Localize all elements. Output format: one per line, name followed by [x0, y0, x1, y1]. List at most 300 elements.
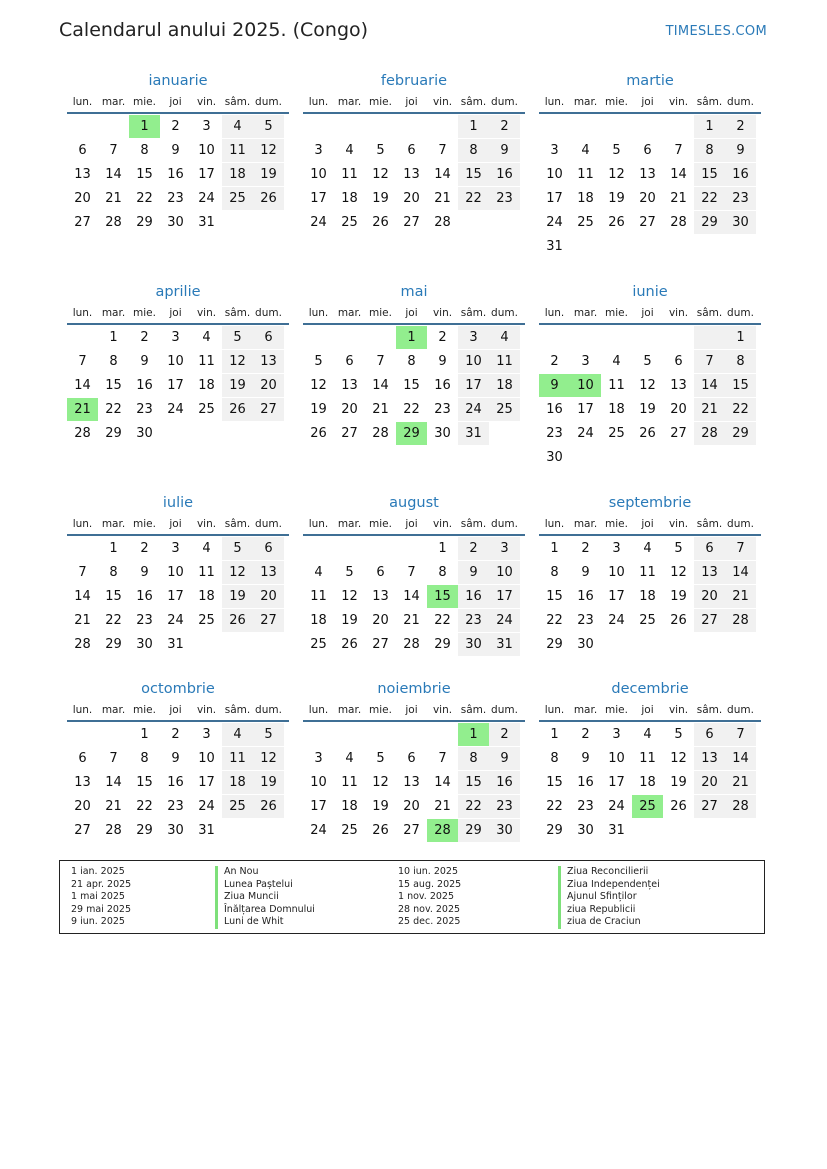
day-cell: 18 — [341, 799, 358, 814]
weekday-header — [67, 700, 289, 720]
empty-cell — [396, 115, 427, 138]
week-row — [539, 633, 761, 657]
day-cell: 21 — [725, 585, 756, 608]
empty-cell — [253, 422, 284, 445]
month-divider — [303, 534, 525, 536]
week-row — [303, 374, 525, 398]
month-1 — [303, 70, 525, 235]
day-cell: 15 — [105, 589, 122, 604]
weekday-label: mar. — [337, 704, 362, 716]
legend-holiday-name: Ajunul Sfinților — [558, 891, 660, 904]
day-cell: 22 — [136, 191, 153, 206]
day-cell: 8 — [140, 751, 149, 766]
day-cell: 4 — [202, 330, 211, 345]
day-cell: 12 — [222, 350, 253, 373]
day-cell: 29 — [546, 637, 563, 652]
week-row — [539, 795, 761, 819]
weekday-label: mie. — [605, 518, 628, 530]
day-cell: 20 — [694, 771, 725, 794]
weekday-label: joi — [405, 96, 418, 108]
day-cell: 5 — [314, 354, 323, 369]
weekday-label: sâm. — [460, 704, 487, 716]
month-6 — [67, 492, 289, 657]
day-cell: 2 — [140, 330, 149, 345]
day-cell: 18 — [198, 589, 215, 604]
empty-cell — [98, 723, 129, 746]
weekday-label: sâm. — [460, 518, 487, 530]
weekday-label: mie. — [133, 704, 156, 716]
day-cell: 14 — [372, 378, 389, 393]
week-row — [67, 163, 289, 187]
day-cell: 2 — [438, 330, 447, 345]
day-cell: 30 — [167, 823, 184, 838]
day-cell: 26 — [670, 799, 687, 814]
day-cell: 4 — [222, 115, 253, 138]
weekday-label: joi — [405, 518, 418, 530]
empty-cell — [334, 326, 365, 349]
day-cell: 26 — [670, 613, 687, 628]
day-cell: 25 — [222, 795, 253, 818]
empty-cell — [663, 633, 694, 656]
weekday-label: sâm. — [224, 518, 251, 530]
week-row — [67, 723, 289, 747]
day-cell: 6 — [407, 751, 416, 766]
weekday-label: vin. — [196, 704, 217, 716]
day-cell: 14 — [434, 775, 451, 790]
month-2 — [539, 70, 761, 259]
day-cell: 15 — [694, 163, 725, 186]
day-cell: 14 — [670, 167, 687, 182]
weekday-label: lun. — [72, 96, 93, 108]
day-cell: 13 — [341, 378, 358, 393]
day-cell: 8 — [550, 751, 559, 766]
empty-cell — [663, 326, 694, 349]
legend-holiday-name: Ziua Muncii — [215, 891, 315, 904]
day-cell: 5 — [253, 723, 284, 746]
day-cell: 24 — [608, 799, 625, 814]
day-cell: 25 — [341, 823, 358, 838]
day-cell: 30 — [136, 426, 153, 441]
empty-cell — [365, 326, 396, 349]
month-name: decembrie — [611, 681, 689, 697]
day-cell: 23 — [136, 402, 153, 417]
day-cell: 15 — [458, 163, 489, 186]
weekday-label: dum. — [727, 518, 754, 530]
week-row — [67, 819, 289, 843]
day-cell: 25 — [639, 613, 656, 628]
day-cell: 18 — [310, 613, 327, 628]
week-row — [539, 819, 761, 843]
day-cell: 19 — [310, 402, 327, 417]
day-cell: 20 — [403, 191, 420, 206]
day-cell: 14 — [74, 589, 91, 604]
day-cell: 31 — [167, 637, 184, 652]
weekday-label: sâm. — [460, 307, 487, 319]
day-cell: 8 — [458, 139, 489, 162]
day-cell: 7 — [694, 350, 725, 373]
week-row — [303, 585, 525, 609]
day-cell: 8 — [109, 565, 118, 580]
weekday-label: dum. — [491, 307, 518, 319]
empty-cell — [694, 446, 725, 469]
day-cell: 11 — [222, 747, 253, 770]
day-cell: 30 — [577, 823, 594, 838]
day-cell: 9 — [140, 565, 149, 580]
week-row — [303, 163, 525, 187]
empty-cell — [539, 326, 570, 349]
day-cell: 15 — [725, 374, 756, 397]
week-row — [67, 585, 289, 609]
weekday-header — [539, 514, 761, 534]
day-cell: 10 — [546, 167, 563, 182]
month-8 — [539, 492, 761, 657]
day-cell: 8 — [550, 565, 559, 580]
week-row — [539, 422, 761, 446]
brand-link[interactable]: TIMESLES.COM — [665, 24, 767, 39]
weekday-label: joi — [641, 307, 654, 319]
day-cell: 24 — [489, 609, 520, 632]
legend-holiday-name: Ziua Independenței — [558, 879, 660, 892]
day-cell: 7 — [438, 751, 447, 766]
holiday-day-cell: 9 — [539, 374, 570, 397]
empty-cell — [334, 537, 365, 560]
month-divider — [303, 720, 525, 722]
day-cell: 26 — [372, 215, 389, 230]
day-cell: 27 — [639, 215, 656, 230]
day-cell: 30 — [725, 211, 756, 234]
day-cell: 30 — [167, 215, 184, 230]
day-cell: 1 — [694, 115, 725, 138]
month-divider — [539, 112, 761, 114]
day-cell: 10 — [310, 167, 327, 182]
week-row — [67, 350, 289, 374]
day-cell: 29 — [434, 637, 451, 652]
day-cell: 18 — [222, 771, 253, 794]
day-cell: 8 — [140, 143, 149, 158]
day-cell: 11 — [577, 167, 594, 182]
day-cell: 15 — [458, 771, 489, 794]
empty-cell — [539, 115, 570, 138]
day-cell: 16 — [167, 775, 184, 790]
day-cell: 26 — [222, 398, 253, 421]
day-cell: 21 — [694, 398, 725, 421]
day-cell: 2 — [171, 119, 180, 134]
weekday-label: mar. — [573, 307, 598, 319]
empty-cell — [365, 115, 396, 138]
week-row — [67, 115, 289, 139]
day-cell: 1 — [550, 727, 559, 742]
day-cell: 28 — [372, 426, 389, 441]
holiday-day-cell: 28 — [427, 819, 458, 842]
day-cell: 6 — [407, 143, 416, 158]
empty-cell — [725, 819, 756, 842]
empty-cell — [632, 326, 663, 349]
day-cell: 2 — [489, 115, 520, 138]
day-cell: 11 — [310, 589, 327, 604]
day-cell: 10 — [489, 561, 520, 584]
weekday-label: mar. — [101, 518, 126, 530]
empty-cell — [191, 633, 222, 656]
day-cell: 19 — [341, 613, 358, 628]
week-row — [67, 795, 289, 819]
legend-dates-col-1 — [71, 866, 131, 929]
legend-holiday-date: 1 nov. 2025 — [398, 891, 454, 902]
day-cell: 18 — [341, 191, 358, 206]
day-cell: 2 — [458, 537, 489, 560]
weekday-label: vin. — [668, 704, 689, 716]
weekday-label: lun. — [308, 307, 329, 319]
week-row — [303, 537, 525, 561]
month-divider — [539, 534, 761, 536]
weekday-label: mar. — [101, 307, 126, 319]
empty-cell — [222, 819, 253, 842]
empty-cell — [303, 115, 334, 138]
week-row — [67, 139, 289, 163]
week-row — [539, 139, 761, 163]
day-cell: 23 — [167, 799, 184, 814]
week-row — [67, 747, 289, 771]
holiday-day-cell: 1 — [396, 326, 427, 349]
empty-cell — [601, 235, 632, 258]
day-cell: 11 — [639, 565, 656, 580]
empty-cell — [222, 633, 253, 656]
legend-names-col-1 — [215, 866, 315, 929]
day-cell: 13 — [694, 747, 725, 770]
day-cell: 15 — [403, 378, 420, 393]
weekday-label: mie. — [605, 96, 628, 108]
weekday-label: vin. — [432, 96, 453, 108]
day-cell: 23 — [167, 191, 184, 206]
day-cell: 17 — [489, 585, 520, 608]
month-divider — [303, 323, 525, 325]
day-cell: 14 — [434, 167, 451, 182]
empty-cell — [253, 211, 284, 234]
day-cell: 28 — [670, 215, 687, 230]
day-cell: 28 — [403, 637, 420, 652]
month-4 — [303, 281, 525, 446]
day-cell: 20 — [403, 799, 420, 814]
day-cell: 2 — [581, 541, 590, 556]
empty-cell — [632, 633, 663, 656]
day-cell: 18 — [198, 378, 215, 393]
day-cell: 24 — [167, 613, 184, 628]
week-row — [303, 398, 525, 422]
day-cell: 17 — [167, 378, 184, 393]
day-cell: 1 — [109, 330, 118, 345]
day-cell: 17 — [167, 589, 184, 604]
empty-cell — [365, 723, 396, 746]
week-row — [539, 609, 761, 633]
day-cell: 13 — [639, 167, 656, 182]
day-cell: 3 — [581, 354, 590, 369]
weekday-label: lun. — [72, 518, 93, 530]
day-cell: 13 — [372, 589, 389, 604]
weekday-label: joi — [169, 307, 182, 319]
day-cell: 12 — [310, 378, 327, 393]
week-row — [303, 723, 525, 747]
weekday-label: joi — [641, 704, 654, 716]
day-cell: 30 — [546, 450, 563, 465]
day-cell: 22 — [694, 187, 725, 210]
day-cell: 5 — [674, 727, 683, 742]
day-cell: 30 — [434, 426, 451, 441]
day-cell: 17 — [310, 799, 327, 814]
week-row — [539, 771, 761, 795]
day-cell: 17 — [198, 775, 215, 790]
day-cell: 20 — [372, 613, 389, 628]
day-cell: 17 — [458, 374, 489, 397]
weekday-label: joi — [405, 307, 418, 319]
month-name: august — [389, 495, 439, 511]
weekday-label: dum. — [727, 96, 754, 108]
day-cell: 23 — [577, 799, 594, 814]
holiday-day-cell: 21 — [67, 398, 98, 421]
day-cell: 21 — [434, 191, 451, 206]
week-row — [303, 115, 525, 139]
legend-holiday-date: 25 dec. 2025 — [398, 916, 461, 927]
day-cell: 29 — [458, 819, 489, 842]
day-cell: 5 — [253, 115, 284, 138]
weekday-label: lun. — [308, 96, 329, 108]
empty-cell — [570, 326, 601, 349]
day-cell: 26 — [310, 426, 327, 441]
day-cell: 20 — [253, 374, 284, 397]
weekday-label: dum. — [255, 518, 282, 530]
week-row — [539, 446, 761, 470]
day-cell: 18 — [639, 589, 656, 604]
weekday-label: mie. — [605, 704, 628, 716]
weekday-label: mie. — [133, 96, 156, 108]
week-row — [303, 211, 525, 235]
week-row — [303, 187, 525, 211]
empty-cell — [458, 211, 489, 234]
month-name: septembrie — [608, 495, 692, 511]
day-cell: 9 — [581, 751, 590, 766]
month-10 — [303, 678, 525, 843]
empty-cell — [663, 235, 694, 258]
day-cell: 17 — [608, 775, 625, 790]
day-cell: 22 — [725, 398, 756, 421]
day-cell: 25 — [198, 613, 215, 628]
holiday-legend — [59, 860, 765, 934]
month-name: iulie — [162, 495, 194, 511]
week-row — [539, 747, 761, 771]
day-cell: 30 — [489, 819, 520, 842]
month-name: octombrie — [141, 681, 215, 697]
legend-holiday-date: 21 apr. 2025 — [71, 878, 132, 890]
empty-cell — [694, 819, 725, 842]
week-row — [303, 609, 525, 633]
week-row — [67, 633, 289, 657]
day-cell: 6 — [376, 565, 385, 580]
day-cell: 19 — [670, 775, 687, 790]
day-cell: 9 — [458, 561, 489, 584]
weekday-header — [539, 303, 761, 323]
day-cell: 10 — [608, 751, 625, 766]
week-row — [303, 561, 525, 585]
day-cell: 21 — [725, 771, 756, 794]
day-cell: 18 — [608, 402, 625, 417]
day-cell: 31 — [546, 239, 563, 254]
week-row — [67, 422, 289, 446]
legend-holiday-date: 9 iun. 2025 — [71, 916, 125, 927]
day-cell: 19 — [372, 191, 389, 206]
holiday-day-cell: 1 — [129, 115, 160, 138]
weekday-label: mie. — [605, 307, 628, 319]
day-cell: 24 — [577, 426, 594, 441]
day-cell: 12 — [341, 589, 358, 604]
week-row — [539, 350, 761, 374]
day-cell: 28 — [74, 637, 91, 652]
legend-holiday-name: Lunea Paștelui — [215, 879, 315, 892]
legend-holiday-date: 1 mai 2025 — [71, 891, 125, 902]
week-row — [303, 350, 525, 374]
weekday-label: dum. — [491, 96, 518, 108]
empty-cell — [632, 235, 663, 258]
week-row — [303, 771, 525, 795]
day-cell: 3 — [550, 143, 559, 158]
weekday-label: mar. — [337, 307, 362, 319]
day-cell: 4 — [345, 143, 354, 158]
day-cell: 23 — [458, 609, 489, 632]
month-divider — [67, 112, 289, 114]
day-cell: 21 — [434, 799, 451, 814]
week-row — [67, 326, 289, 350]
day-cell: 22 — [105, 402, 122, 417]
empty-cell — [98, 115, 129, 138]
day-cell: 25 — [222, 187, 253, 210]
empty-cell — [222, 422, 253, 445]
month-divider — [67, 534, 289, 536]
weekday-label: sâm. — [224, 307, 251, 319]
day-cell: 23 — [577, 613, 594, 628]
day-cell: 6 — [694, 537, 725, 560]
day-cell: 31 — [198, 215, 215, 230]
empty-cell — [427, 723, 458, 746]
month-name: mai — [400, 284, 428, 300]
day-cell: 29 — [694, 211, 725, 234]
day-cell: 15 — [105, 378, 122, 393]
week-row — [539, 326, 761, 350]
weekday-label: vin. — [668, 307, 689, 319]
day-cell: 12 — [372, 775, 389, 790]
day-cell: 12 — [608, 167, 625, 182]
day-cell: 31 — [608, 823, 625, 838]
empty-cell — [632, 819, 663, 842]
week-row — [303, 422, 525, 446]
weekday-label: sâm. — [696, 307, 723, 319]
day-cell: 27 — [403, 823, 420, 838]
day-cell: 27 — [74, 823, 91, 838]
legend-holiday-name: Înălțarea Domnului — [215, 904, 315, 917]
day-cell: 6 — [643, 143, 652, 158]
day-cell: 21 — [105, 191, 122, 206]
empty-cell — [663, 819, 694, 842]
weekday-label: dum. — [491, 704, 518, 716]
weekday-header — [303, 700, 525, 720]
weekday-label: mie. — [369, 518, 392, 530]
day-cell: 8 — [458, 747, 489, 770]
week-row — [539, 398, 761, 422]
weekday-label: lun. — [308, 704, 329, 716]
weekday-label: vin. — [196, 307, 217, 319]
day-cell: 3 — [612, 541, 621, 556]
empty-cell — [396, 723, 427, 746]
day-cell: 30 — [136, 637, 153, 652]
day-cell: 7 — [407, 565, 416, 580]
empty-cell — [160, 422, 191, 445]
weekday-label: mar. — [573, 704, 598, 716]
